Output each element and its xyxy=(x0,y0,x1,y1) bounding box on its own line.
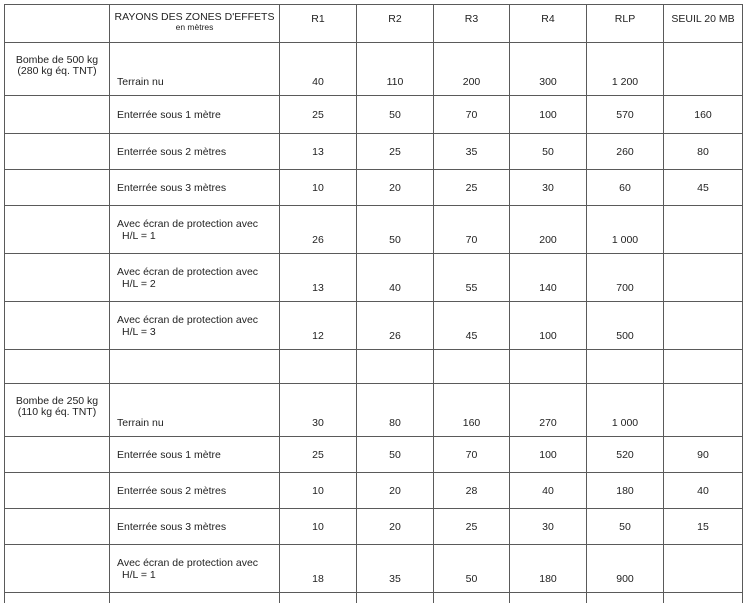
row-label-line2: H/L = 1 xyxy=(122,568,156,581)
header-title: RAYONS DES ZONES D'EFFETS xyxy=(114,11,275,23)
col-header-r2: R2 xyxy=(357,5,434,43)
value-r1: 25 xyxy=(280,437,357,473)
table-row xyxy=(5,384,743,437)
value-r4: 100 xyxy=(510,437,587,473)
value-rlp: 260 xyxy=(587,134,664,170)
row-label xyxy=(110,545,280,593)
value-rlp: 900 xyxy=(587,545,664,593)
col-header-r4: R4 xyxy=(510,5,587,43)
value-r2: 80 xyxy=(357,384,434,437)
empty-cell xyxy=(587,593,664,603)
empty-cell xyxy=(5,350,110,384)
col-header-seuil: SEUIL 20 MB xyxy=(664,5,743,43)
group-label-cell xyxy=(5,43,110,96)
row-label-line1: Avec écran de protection avec xyxy=(117,556,259,569)
col-header-r3: R3 xyxy=(434,5,510,43)
empty-cell xyxy=(434,593,510,603)
value-r1: 10 xyxy=(280,473,357,509)
empty-cell xyxy=(664,593,743,603)
group-label-cell xyxy=(5,437,110,473)
value-r3: 55 xyxy=(434,254,510,302)
table-row xyxy=(5,437,743,473)
group-label-line2: (280 kg éq. TNT) xyxy=(17,65,97,77)
row-label xyxy=(110,254,280,302)
table-row xyxy=(5,43,743,96)
effects-radius-table xyxy=(4,4,743,603)
value-rlp: 700 xyxy=(587,254,664,302)
table-row xyxy=(5,206,743,254)
group-label-cell xyxy=(5,302,110,350)
group-label-cell xyxy=(5,134,110,170)
value-seuil xyxy=(664,302,743,350)
value-r3: 28 xyxy=(434,473,510,509)
row-label-line2: H/L = 2 xyxy=(122,277,156,290)
table-row xyxy=(5,473,743,509)
value-r1: 12 xyxy=(280,302,357,350)
value-r4: 30 xyxy=(510,509,587,545)
value-r4: 40 xyxy=(510,473,587,509)
row-label-line2: H/L = 1 xyxy=(122,229,156,242)
value-r3: 25 xyxy=(434,509,510,545)
row-label xyxy=(110,302,280,350)
row-label: Enterrée sous 1 mètre xyxy=(110,437,280,473)
value-r4: 300 xyxy=(510,43,587,96)
value-r2: 50 xyxy=(357,437,434,473)
value-r1: 13 xyxy=(280,254,357,302)
value-r1: 26 xyxy=(280,206,357,254)
value-seuil xyxy=(664,384,743,437)
value-rlp: 180 xyxy=(587,473,664,509)
value-r4: 270 xyxy=(510,384,587,437)
group-label-cell xyxy=(5,545,110,593)
value-r4: 30 xyxy=(510,170,587,206)
value-r3: 70 xyxy=(434,206,510,254)
value-r4: 200 xyxy=(510,206,587,254)
value-r3: 45 xyxy=(434,302,510,350)
document-page xyxy=(4,4,746,603)
empty-cell xyxy=(280,350,357,384)
empty-cell xyxy=(110,593,280,603)
empty-cell xyxy=(664,350,743,384)
empty-cell xyxy=(357,593,434,603)
group-label-cell xyxy=(5,254,110,302)
value-r3: 70 xyxy=(434,96,510,134)
value-seuil: 15 xyxy=(664,509,743,545)
value-r3: 50 xyxy=(434,545,510,593)
row-label: Enterrée sous 2 mètres xyxy=(110,134,280,170)
table-row xyxy=(5,170,743,206)
value-r2: 25 xyxy=(357,134,434,170)
group-label-cell xyxy=(5,384,110,437)
value-r2: 50 xyxy=(357,206,434,254)
empty-cell xyxy=(434,350,510,384)
value-r4: 50 xyxy=(510,134,587,170)
value-r4: 100 xyxy=(510,96,587,134)
row-label-line1: Avec écran de protection avec xyxy=(117,313,259,326)
table-row xyxy=(5,254,743,302)
row-label: Enterrée sous 2 mètres xyxy=(110,473,280,509)
empty-cell xyxy=(357,350,434,384)
row-label-line2: H/L = 3 xyxy=(122,325,156,338)
value-r2: 20 xyxy=(357,170,434,206)
value-seuil xyxy=(664,254,743,302)
header-row xyxy=(5,5,743,43)
empty-cell xyxy=(5,593,110,603)
table-row-partial xyxy=(5,593,743,603)
empty-cell xyxy=(510,350,587,384)
row-label-line1: Avec écran de protection avec xyxy=(117,265,259,278)
group-label-cell xyxy=(5,170,110,206)
value-seuil: 40 xyxy=(664,473,743,509)
value-rlp: 520 xyxy=(587,437,664,473)
value-r1: 10 xyxy=(280,170,357,206)
row-label: Enterrée sous 1 mètre xyxy=(110,96,280,134)
table-row xyxy=(5,96,743,134)
row-label xyxy=(110,206,280,254)
spacer-row xyxy=(5,350,743,384)
value-r3: 35 xyxy=(434,134,510,170)
group-label-cell xyxy=(5,96,110,134)
empty-cell xyxy=(280,593,357,603)
value-rlp: 1 200 xyxy=(587,43,664,96)
value-r3: 70 xyxy=(434,437,510,473)
value-seuil: 80 xyxy=(664,134,743,170)
table-row xyxy=(5,509,743,545)
header-blank-cell xyxy=(5,5,110,43)
value-r4: 140 xyxy=(510,254,587,302)
table-row xyxy=(5,545,743,593)
value-rlp: 60 xyxy=(587,170,664,206)
value-seuil: 160 xyxy=(664,96,743,134)
group-label-cell xyxy=(5,206,110,254)
value-r1: 30 xyxy=(280,384,357,437)
value-seuil: 45 xyxy=(664,170,743,206)
col-header-r1: R1 xyxy=(280,5,357,43)
value-r4: 180 xyxy=(510,545,587,593)
group-label-cell xyxy=(5,473,110,509)
value-r2: 50 xyxy=(357,96,434,134)
value-r4: 100 xyxy=(510,302,587,350)
group-label-cell xyxy=(5,509,110,545)
row-label-line1: Avec écran de protection avec xyxy=(117,217,259,230)
value-rlp: 500 xyxy=(587,302,664,350)
value-rlp: 570 xyxy=(587,96,664,134)
value-r2: 20 xyxy=(357,473,434,509)
value-r1: 18 xyxy=(280,545,357,593)
row-label: Enterrée sous 3 mètres xyxy=(110,170,280,206)
value-r1: 13 xyxy=(280,134,357,170)
group-label-line2: (110 kg éq. TNT) xyxy=(17,406,97,418)
table-row xyxy=(5,134,743,170)
value-r2: 20 xyxy=(357,509,434,545)
row-label: Terrain nu xyxy=(110,43,280,96)
value-r1: 40 xyxy=(280,43,357,96)
table-row xyxy=(5,302,743,350)
empty-cell xyxy=(510,593,587,603)
empty-cell xyxy=(587,350,664,384)
value-seuil xyxy=(664,206,743,254)
group-label-line1: Bombe de 250 kg xyxy=(15,395,99,407)
value-seuil xyxy=(664,545,743,593)
empty-cell xyxy=(110,350,280,384)
row-label: Enterrée sous 3 mètres xyxy=(110,509,280,545)
value-seuil xyxy=(664,43,743,96)
value-r1: 10 xyxy=(280,509,357,545)
value-r2: 110 xyxy=(357,43,434,96)
col-header-rlp: RLP xyxy=(587,5,664,43)
header-title-cell xyxy=(110,5,280,43)
row-label: Terrain nu xyxy=(110,384,280,437)
group-label-line1: Bombe de 500 kg xyxy=(15,54,99,66)
value-seuil: 90 xyxy=(664,437,743,473)
value-r1: 25 xyxy=(280,96,357,134)
value-rlp: 1 000 xyxy=(587,384,664,437)
value-rlp: 50 xyxy=(587,509,664,545)
value-r2: 26 xyxy=(357,302,434,350)
value-r2: 35 xyxy=(357,545,434,593)
value-r3: 160 xyxy=(434,384,510,437)
value-r3: 25 xyxy=(434,170,510,206)
value-rlp: 1 000 xyxy=(587,206,664,254)
value-r3: 200 xyxy=(434,43,510,96)
value-r2: 40 xyxy=(357,254,434,302)
header-subtitle: en mètres xyxy=(175,22,214,32)
